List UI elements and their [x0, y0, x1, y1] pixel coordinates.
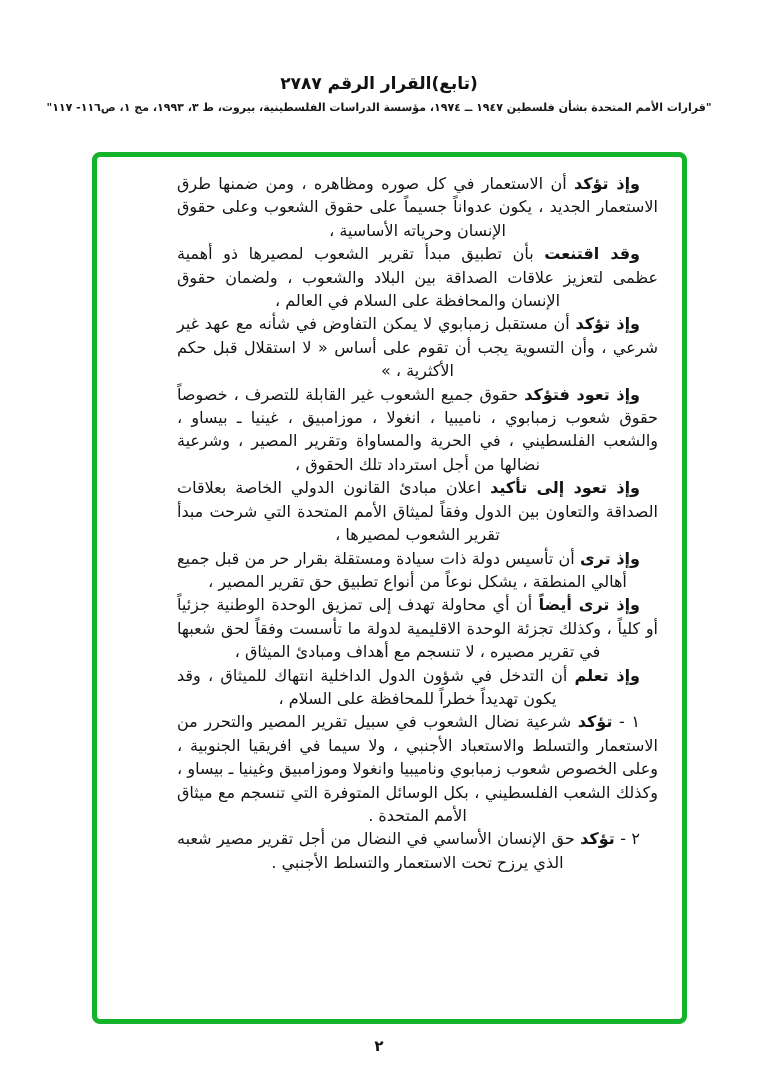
paragraph [177, 664, 658, 711]
resolution-title: (تابع)القرار الرقم ٢٧٨٧ [280, 74, 478, 94]
paragraph-text: أن أي محاولة تهدف إلى تمزيق الوحدة الوطنية جزئياً أو كلياً ، وكذلك تجزئة الوحدة الاقليمية لدولة ما تأسست وفقاً لحق شعبها في تقرير مصيره ، لا تنسجم مع أهداف ومبادئ الميثاق ، [177, 595, 658, 662]
paragraph-text: اعلان مبادئ القانون الدولي الخاصة بعلاقات الصداقة والتعاون بين الدول وفقاً لميثاق الأمم المتحدة التي شرحت مبدأ تقرير الشعوب لمصيرها ، [177, 478, 658, 545]
paragraph-text: شرعية نضال الشعوب في سبيل تقرير المصير والتحرر من الاستعمار والتسلط والاستعباد الأجنبي ، ولا سيما في افريقيا الجنوبية ، وعلى الخصوص شعوب زمبابوي وناميبيا وانغولا وموزامبيق وغينيا ـ بيساو ، وكذلك الشعب الفلسطيني ، بكل الوسائل المتوفرة التي تنسجم مع ميثاق الأمم المتحدة . [177, 712, 658, 825]
paragraph-text: أن الاستعمار في كل صوره ومظاهره ، ومن ضمنها طرق الاستعمار الجديد ، يكون عدواناً جسيماً على حقوق الشعوب وعلى حقوق الإنسان وحرياته الأساسية ، [177, 174, 658, 240]
paragraph [177, 312, 658, 382]
paragraph-lead: وإذ تؤكد [575, 314, 640, 334]
paragraph-text: حقوق جميع الشعوب غير القابلة للتصرف ، خصوصاً حقوق شعوب زمبابوي ، ناميبيا ، انغولا ، موزامبيق ، غينيا ـ بيساو ، والشعب الفلسطيني ، في الحرية والمساواة وتقرير المصير ، وشرعية نضالها من أجل استرداد تلك الحقوق ، [177, 384, 658, 474]
paragraph-text: حق الإنسان الأساسي في النضال من أجل تقرير مصير شعبه الذي يرزح تحت الاستعمار والتسلط الأجنبي . [177, 829, 581, 872]
paragraph-lead: وإذ تعلم [574, 665, 641, 685]
numbered-clause-2 [177, 827, 658, 874]
paragraph-text: أن تأسيس دولة ذات سيادة ومستقلة بقرار حر من قبل جميع أهالي المنطقة ، يشكل نوعاً من أنواع تطبيق حق تقرير المصير ، [177, 548, 627, 591]
paragraph-text: أن التدخل في شؤون الدول الداخلية انتهاك للميثاق ، وقد يكون تهديداً خطراً للمحافظة على السلام ، [177, 665, 575, 708]
paragraph-lead: وإذ ترى [579, 548, 640, 568]
paragraph-text: بأن تطبيق مبدأ تقرير الشعوب لمصيرها ذو أهمية عظمى لتعزيز علاقات الصداقة بين البلاد والشعوب ، ولضمان حقوق الإنسان والمحافظة على السلام في العالم ، [177, 244, 658, 311]
resolution-body [97, 157, 682, 874]
paragraph [177, 593, 658, 663]
clause-number: ٢ - [614, 829, 640, 849]
paragraph-lead: وإذ تؤكد [573, 174, 641, 193]
clause-number: ١ - [612, 712, 641, 732]
numbered-clause-1 [177, 710, 658, 827]
paragraph-lead: تؤكد [577, 712, 613, 732]
paragraph [177, 242, 658, 312]
paragraph-lead: وإذ تعود فتؤكد [524, 384, 641, 404]
content-border-box [92, 152, 687, 1024]
citation-line: "قرارات الأمم المتحدة بشأن فلسطين ١٩٤٧ ــ ١٩٧٤، مؤسسة الدراسات الفلسطينية، بيروت، ط ٣، ١٩٩٣، مج ١، ص١١٦- ١١٧" [46, 101, 712, 114]
paragraph-lead: وقد اقتنعت [544, 244, 640, 264]
paragraph [177, 476, 658, 546]
paragraph [177, 172, 658, 242]
paragraph-lead: تؤكد [580, 829, 615, 849]
page-number: ٢ [374, 1037, 384, 1055]
paragraph-lead: وإذ تعود إلى تأكيد [490, 478, 640, 498]
paragraph-lead: وإذ ترى أيضاً [538, 595, 640, 615]
paragraph [177, 383, 658, 477]
paragraph [177, 547, 658, 594]
paragraph-text: أن مستقبل زمبابوي لا يمكن التفاوض في شأنه مع عهد غير شرعي ، وأن التسوية يجب أن تقوم على أساس « لا استقلال قبل حكم الأكثرية ، » [177, 314, 658, 381]
page-header [0, 74, 758, 114]
page-footer [0, 1036, 758, 1055]
